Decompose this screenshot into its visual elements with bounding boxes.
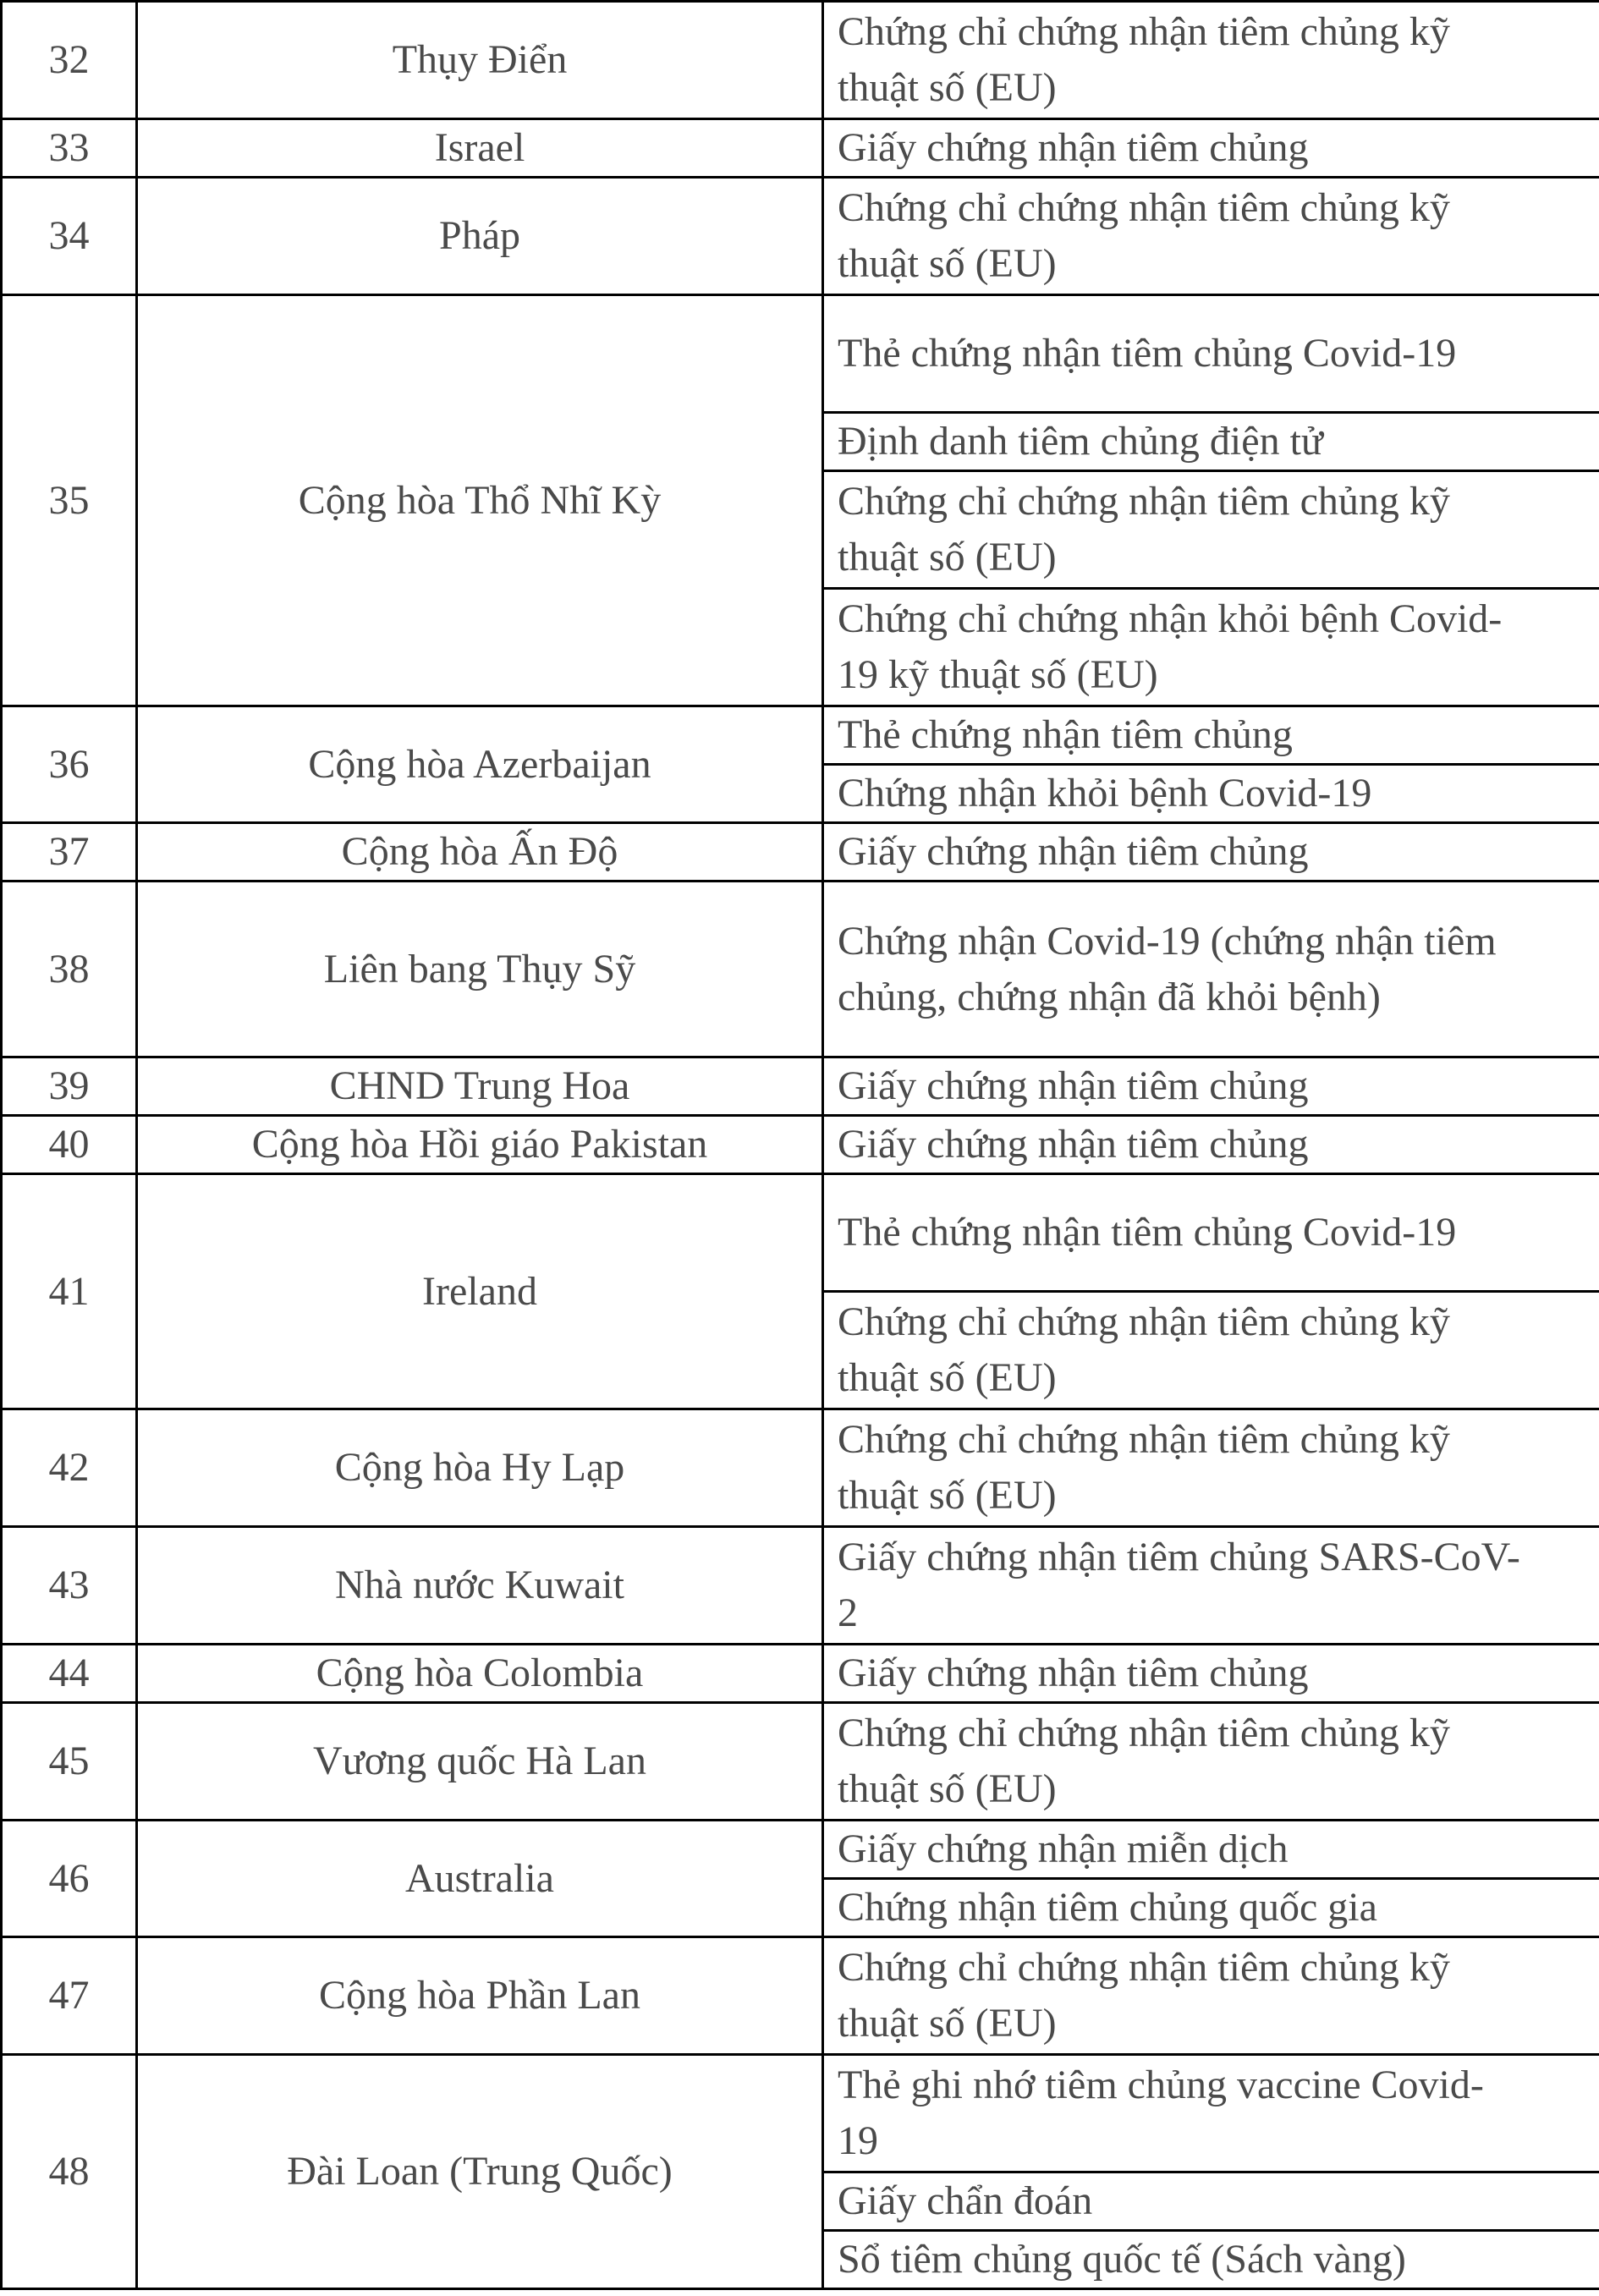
table-row xyxy=(2,178,1599,295)
certificate-type: Thẻ ghi nhớ tiêm chủng vaccine Covid- 19 xyxy=(823,2055,1599,2172)
certificate-type: Chứng chỉ chứng nhận tiêm chủng kỹ thuật số (EU) xyxy=(823,178,1599,295)
certificate-type: Chứng chỉ chứng nhận tiêm chủng kỹ thuật số (EU) xyxy=(823,1409,1599,1527)
row-number: 34 xyxy=(2,178,137,295)
row-number: 39 xyxy=(2,1057,137,1116)
certificate-type: Thẻ chứng nhận tiêm chủng Covid-19 xyxy=(823,295,1599,413)
country-name: Cộng hòa Hồi giáo Pakistan xyxy=(137,1116,823,1174)
table-row xyxy=(2,2,1599,119)
certificate-type: Chứng nhận Covid-19 (chứng nhận tiêm chủng, chứng nhận đã khỏi bệnh) xyxy=(823,882,1599,1057)
certificate-type: Chứng nhận tiêm chủng quốc gia xyxy=(823,1879,1599,1937)
certificate-type: Chứng chỉ chứng nhận tiêm chủng kỹ thuật số (EU) xyxy=(823,1703,1599,1821)
row-number: 48 xyxy=(2,2055,137,2289)
country-name: Ireland xyxy=(137,1174,823,1409)
table-row xyxy=(2,1409,1599,1527)
certificate-type: Giấy chứng nhận tiêm chủng SARS-CoV- 2 xyxy=(823,1527,1599,1645)
certificate-type: Giấy chứng nhận tiêm chủng xyxy=(823,1057,1599,1116)
country-name: Thụy Điển xyxy=(137,2,823,119)
country-name: Pháp xyxy=(137,178,823,295)
certificate-type: Chứng chỉ chứng nhận tiêm chủng kỹ thuật số (EU) xyxy=(823,2,1599,119)
country-name: Vương quốc Hà Lan xyxy=(137,1703,823,1821)
row-number: 43 xyxy=(2,1527,137,1645)
table-row xyxy=(2,1116,1599,1174)
country-name: Đài Loan (Trung Quốc) xyxy=(137,2055,823,2289)
country-name: CHND Trung Hoa xyxy=(137,1057,823,1116)
country-name: Australia xyxy=(137,1821,823,1937)
table-row xyxy=(2,1821,1599,1879)
certificate-type: Chứng chỉ chứng nhận khỏi bệnh Covid- 19 kỹ thuật số (EU) xyxy=(823,589,1599,706)
country-name: Nhà nước Kuwait xyxy=(137,1527,823,1645)
table-row xyxy=(2,2055,1599,2172)
table-row xyxy=(2,1174,1599,1292)
row-number: 42 xyxy=(2,1409,137,1527)
table-row xyxy=(2,1527,1599,1645)
certificate-type: Giấy chứng nhận tiêm chủng xyxy=(823,1116,1599,1174)
table-row xyxy=(2,119,1599,178)
row-number: 40 xyxy=(2,1116,137,1174)
table-row xyxy=(2,882,1599,1057)
certificate-type: Giấy chẩn đoán xyxy=(823,2172,1599,2231)
country-name: Cộng hòa Phần Lan xyxy=(137,1937,823,2055)
table-row xyxy=(2,1645,1599,1703)
certificate-type: Chứng nhận khỏi bệnh Covid-19 xyxy=(823,765,1599,823)
row-number: 46 xyxy=(2,1821,137,1937)
certificate-type: Giấy chứng nhận miễn dịch xyxy=(823,1821,1599,1879)
certificate-type: Thẻ chứng nhận tiêm chủng Covid-19 xyxy=(823,1174,1599,1292)
country-name: Liên bang Thụy Sỹ xyxy=(137,882,823,1057)
country-name: Israel xyxy=(137,119,823,178)
row-number: 32 xyxy=(2,2,137,119)
row-number: 44 xyxy=(2,1645,137,1703)
certificate-type: Định danh tiêm chủng điện tử xyxy=(823,413,1599,471)
row-number: 38 xyxy=(2,882,137,1057)
row-number: 37 xyxy=(2,823,137,882)
table-body xyxy=(2,2,1599,2289)
country-name: Cộng hòa Azerbaijan xyxy=(137,706,823,823)
row-number: 45 xyxy=(2,1703,137,1821)
certificate-type: Giấy chứng nhận tiêm chủng xyxy=(823,1645,1599,1703)
country-name: Cộng hòa Hy Lạp xyxy=(137,1409,823,1527)
certificate-type: Giấy chứng nhận tiêm chủng xyxy=(823,119,1599,178)
table-row xyxy=(2,1057,1599,1116)
country-name: Cộng hòa Colombia xyxy=(137,1645,823,1703)
country-name: Cộng hòa Ấn Độ xyxy=(137,823,823,882)
certificate-type: Chứng chỉ chứng nhận tiêm chủng kỹ thuật số (EU) xyxy=(823,471,1599,589)
table-row xyxy=(2,706,1599,765)
certificate-type: Sổ tiêm chủng quốc tế (Sách vàng) xyxy=(823,2231,1599,2289)
row-number: 41 xyxy=(2,1174,137,1409)
certificate-type: Giấy chứng nhận tiêm chủng xyxy=(823,823,1599,882)
certificate-type: Chứng chỉ chứng nhận tiêm chủng kỹ thuật số (EU) xyxy=(823,1937,1599,2055)
certificate-type: Thẻ chứng nhận tiêm chủng xyxy=(823,706,1599,765)
table-row xyxy=(2,1937,1599,2055)
row-number: 47 xyxy=(2,1937,137,2055)
table-row xyxy=(2,1703,1599,1821)
row-number: 33 xyxy=(2,119,137,178)
row-number: 36 xyxy=(2,706,137,823)
table-row xyxy=(2,295,1599,413)
certificate-type: Chứng chỉ chứng nhận tiêm chủng kỹ thuật số (EU) xyxy=(823,1292,1599,1409)
table-row xyxy=(2,823,1599,882)
row-number: 35 xyxy=(2,295,137,706)
country-name: Cộng hòa Thổ Nhĩ Kỳ xyxy=(137,295,823,706)
